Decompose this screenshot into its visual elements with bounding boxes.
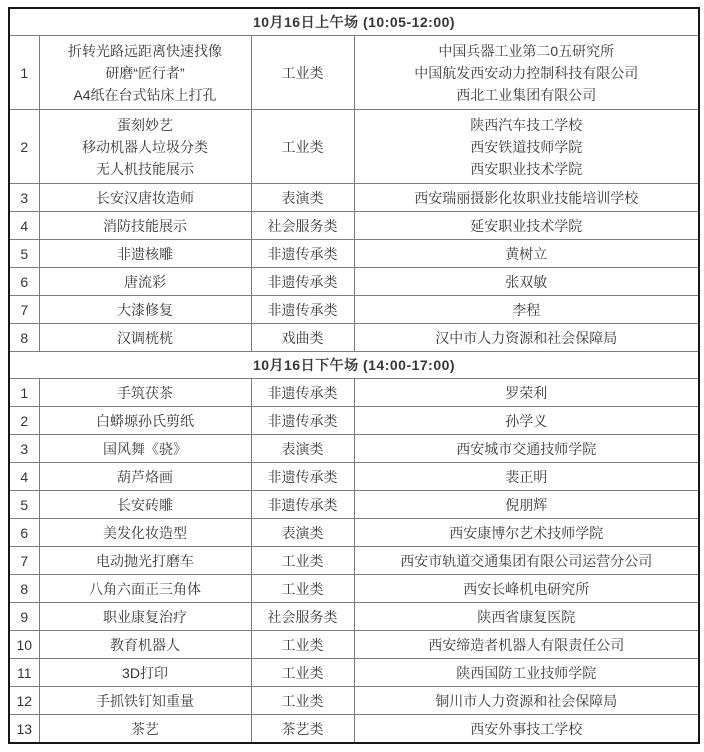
- organization-cell: [354, 296, 699, 324]
- organization-cell: [354, 575, 699, 603]
- organization-line: 延安职业技术学院: [470, 217, 583, 234]
- project-line: 手筑茯茶: [117, 384, 173, 401]
- row-number: 10: [9, 631, 39, 659]
- category-cell: 茶艺类: [251, 715, 354, 744]
- project-cell: [39, 212, 251, 240]
- category-cell: 表演类: [251, 184, 354, 212]
- project-line: 汉调桄桄: [117, 329, 173, 346]
- category-cell: 工业类: [251, 631, 354, 659]
- project-cell: [39, 603, 251, 631]
- project-cell: [39, 491, 251, 519]
- organization-line: 西安外事技工学校: [470, 720, 583, 737]
- project-cell: [39, 240, 251, 268]
- table-row: [9, 407, 699, 435]
- row-number: 3: [9, 184, 39, 212]
- row-number: 1: [9, 36, 39, 110]
- project-cell: [39, 184, 251, 212]
- category-cell: 非遗传承类: [251, 463, 354, 491]
- row-number: 3: [9, 435, 39, 463]
- category-cell: 工业类: [251, 547, 354, 575]
- project-line: 大漆修复: [117, 301, 173, 318]
- table-row: [9, 296, 699, 324]
- table-row: [9, 463, 699, 491]
- project-cell: [39, 268, 251, 296]
- project-cell: [39, 379, 251, 407]
- project-cell: [39, 575, 251, 603]
- project-line: 茶艺: [131, 720, 159, 737]
- organization-line: 西安康博尔艺术技师学院: [449, 524, 604, 541]
- category-cell: 工业类: [251, 575, 354, 603]
- table-row: [9, 575, 699, 603]
- table-row: [9, 184, 699, 212]
- table-row: [9, 268, 699, 296]
- project-cell: [39, 407, 251, 435]
- category-cell: 表演类: [251, 435, 354, 463]
- organization-line: 孙学义: [505, 412, 548, 429]
- organization-cell: [354, 491, 699, 519]
- project-cell: [39, 715, 251, 744]
- table-row: [9, 631, 699, 659]
- organization-cell: [354, 435, 699, 463]
- category-cell: 工业类: [251, 687, 354, 715]
- table-row: [9, 687, 699, 715]
- category-cell: 非遗传承类: [251, 379, 354, 407]
- organization-line: 张双敏: [505, 273, 548, 290]
- row-number: 2: [9, 110, 39, 184]
- row-number: 11: [9, 659, 39, 687]
- table-row: [9, 110, 699, 184]
- section-header-row: [9, 8, 699, 36]
- project-cell: [39, 324, 251, 352]
- organization-cell: [354, 407, 699, 435]
- category-cell: 非遗传承类: [251, 407, 354, 435]
- category-cell: 社会服务类: [251, 603, 354, 631]
- project-line: 八角六面正三角体: [89, 580, 201, 597]
- table-row: [9, 379, 699, 407]
- project-line: 电动抛光打磨车: [96, 552, 194, 569]
- organization-line: 铜川市人力资源和社会保障局: [435, 692, 618, 709]
- table-row: [9, 603, 699, 631]
- category-cell: 非遗传承类: [251, 491, 354, 519]
- organization-cell: [354, 463, 699, 491]
- project-line: 美发化妆造型: [103, 524, 187, 541]
- project-line: 研磨“匠行者”: [105, 64, 185, 81]
- table-row: [9, 36, 699, 110]
- row-number: 4: [9, 212, 39, 240]
- organization-cell: [354, 659, 699, 687]
- category-cell: 工业类: [251, 659, 354, 687]
- organization-cell: [354, 603, 699, 631]
- project-line: 非遗核雕: [117, 245, 173, 262]
- table-row: [9, 659, 699, 687]
- project-line: 移动机器人垃圾分类: [82, 138, 208, 155]
- section-header-row: [9, 352, 699, 379]
- row-number: 8: [9, 324, 39, 352]
- table-row: [9, 212, 699, 240]
- project-cell: [39, 296, 251, 324]
- organization-cell: [354, 240, 699, 268]
- organization-cell: [354, 547, 699, 575]
- project-line: 国风舞《骁》: [103, 440, 187, 457]
- row-number: 7: [9, 296, 39, 324]
- category-cell: 非遗传承类: [251, 240, 354, 268]
- project-line: 职业康复治疗: [103, 608, 187, 625]
- organization-line: 西安长峰机电研究所: [463, 580, 590, 597]
- project-cell: [39, 36, 251, 110]
- organization-cell: [354, 379, 699, 407]
- project-line: 蛋刻妙艺: [117, 116, 173, 133]
- organization-cell: [354, 268, 699, 296]
- project-cell: [39, 110, 251, 184]
- row-number: 6: [9, 519, 39, 547]
- row-number: 1: [9, 379, 39, 407]
- project-line: 唐流彩: [124, 273, 166, 290]
- project-line: 手抓铁钉知重量: [96, 692, 194, 709]
- section-title: 10月16日上午场 (10:05-12:00): [9, 8, 699, 36]
- organization-line: 陕西汽车技工学校: [470, 116, 583, 133]
- project-cell: [39, 435, 251, 463]
- row-number: 9: [9, 603, 39, 631]
- organization-line: 罗荣利: [505, 384, 548, 401]
- organization-line: 西安缔造者机器人有限责任公司: [428, 636, 625, 653]
- organization-cell: [354, 519, 699, 547]
- organization-line: 陕西国防工业技师学院: [456, 664, 597, 681]
- organization-cell: [354, 715, 699, 744]
- category-cell: 社会服务类: [251, 212, 354, 240]
- row-number: 2: [9, 407, 39, 435]
- table-row: [9, 715, 699, 744]
- category-cell: 非遗传承类: [251, 296, 354, 324]
- project-line: 消防技能展示: [103, 217, 187, 234]
- schedule-table-body: [9, 8, 699, 743]
- row-number: 7: [9, 547, 39, 575]
- category-cell: 非遗传承类: [251, 268, 354, 296]
- organization-line: 陕西省康复医院: [477, 608, 576, 625]
- organization-line: 西安城市交通技师学院: [456, 440, 597, 457]
- organization-line: 西安铁道技师学院: [470, 138, 583, 155]
- project-cell: [39, 547, 251, 575]
- organization-cell: [354, 212, 699, 240]
- organization-cell: [354, 631, 699, 659]
- table-row: [9, 240, 699, 268]
- organization-cell: [354, 184, 699, 212]
- table-row: [9, 435, 699, 463]
- project-line: 无人机技能展示: [96, 160, 194, 177]
- organization-line: 西安职业技术学院: [470, 160, 583, 177]
- project-cell: [39, 463, 251, 491]
- project-cell: [39, 519, 251, 547]
- row-number: 8: [9, 575, 39, 603]
- project-line: 长安砖雕: [117, 496, 173, 513]
- organization-cell: [354, 324, 699, 352]
- row-number: 12: [9, 687, 39, 715]
- project-line: 教育机器人: [110, 636, 180, 653]
- category-cell: 工业类: [251, 36, 354, 110]
- organization-line: 中国兵器工业第二0五研究所: [438, 42, 615, 59]
- organization-cell: [354, 36, 699, 110]
- category-cell: 戏曲类: [251, 324, 354, 352]
- organization-cell: [354, 110, 699, 184]
- organization-line: 汉中市人力资源和社会保障局: [435, 329, 618, 346]
- organization-line: 西安市轨道交通集团有限公司运营分公司: [400, 552, 653, 569]
- table-row: [9, 519, 699, 547]
- organization-line: 西北工业集团有限公司: [456, 86, 597, 103]
- organization-line: 西安瑞丽摄影化妆职业技能培训学校: [414, 189, 639, 206]
- row-number: 13: [9, 715, 39, 744]
- table-row: [9, 491, 699, 519]
- row-number: 6: [9, 268, 39, 296]
- project-line: A4纸在台式钻床上打孔: [73, 86, 217, 103]
- project-line: 白蟒塬孙氏剪纸: [96, 412, 194, 429]
- category-cell: 工业类: [251, 110, 354, 184]
- project-line: 长安汉唐妆造师: [96, 189, 194, 206]
- project-cell: [39, 659, 251, 687]
- row-number: 4: [9, 463, 39, 491]
- organization-line: 李程: [512, 301, 541, 318]
- project-line: 折转光路远距离快速找像: [68, 42, 222, 59]
- project-cell: [39, 687, 251, 715]
- organization-line: 黄树立: [505, 245, 548, 262]
- row-number: 5: [9, 240, 39, 268]
- table-row: [9, 547, 699, 575]
- organization-line: 裴正明: [505, 468, 548, 485]
- organization-line: 倪朋辉: [505, 496, 548, 513]
- organization-line: 中国航发西安动力控制科技有限公司: [414, 64, 639, 81]
- category-cell: 表演类: [251, 519, 354, 547]
- table-row: [9, 324, 699, 352]
- schedule-table: [8, 7, 700, 744]
- project-line: 葫芦烙画: [117, 468, 173, 485]
- project-line: 3D打印: [122, 664, 168, 681]
- project-cell: [39, 631, 251, 659]
- section-title: 10月16日下午场 (14:00-17:00): [9, 352, 699, 379]
- organization-cell: [354, 687, 699, 715]
- row-number: 5: [9, 491, 39, 519]
